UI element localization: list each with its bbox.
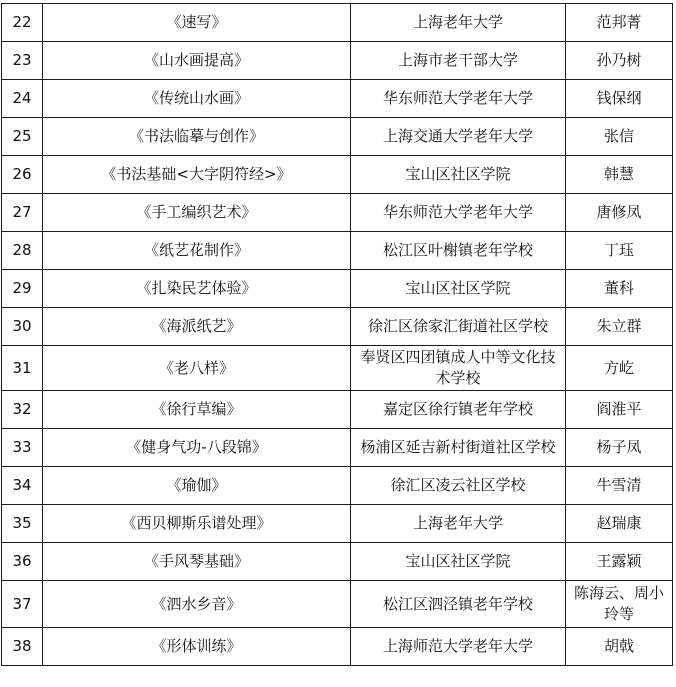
table-row [2,429,673,467]
course-name: 《徐行草编》 [43,391,351,429]
organization: 徐汇区徐家汇街道社区学校 [351,308,566,346]
row-number: 32 [2,391,43,429]
course-name: 《西贝柳斯乐谱处理》 [43,505,351,543]
organization: 杨浦区延吉新村街道社区学校 [351,429,566,467]
table-row [2,505,673,543]
organization: 上海老年大学 [351,4,566,42]
organization: 奉贤区四团镇成人中等文化技术学校 [351,346,566,391]
table-row [2,194,673,232]
course-name: 《手工编织艺术》 [43,194,351,232]
table-row [2,628,673,666]
course-name: 《手风琴基础》 [43,543,351,581]
row-number: 29 [2,270,43,308]
table-row [2,467,673,505]
row-number: 27 [2,194,43,232]
course-table [1,3,673,666]
organization: 松江区泗泾镇老年学校 [351,581,566,628]
table-row [2,391,673,429]
row-number: 23 [2,42,43,80]
course-name: 《形体训练》 [43,628,351,666]
course-name: 《健身气功-八段锦》 [43,429,351,467]
organization: 上海交通大学老年大学 [351,118,566,156]
teacher: 朱立群 [566,308,673,346]
organization: 宝山区社区学院 [351,156,566,194]
course-name: 《纸艺花制作》 [43,232,351,270]
row-number: 25 [2,118,43,156]
teacher: 杨子凤 [566,429,673,467]
row-number: 31 [2,346,43,391]
course-name: 《海派纸艺》 [43,308,351,346]
organization: 宝山区社区学院 [351,543,566,581]
teacher: 董科 [566,270,673,308]
teacher: 胡戟 [566,628,673,666]
organization: 松江区叶榭镇老年学校 [351,232,566,270]
organization: 宝山区社区学院 [351,270,566,308]
table-row [2,42,673,80]
organization: 上海市老干部大学 [351,42,566,80]
table-row [2,118,673,156]
teacher: 张信 [566,118,673,156]
table-row [2,156,673,194]
row-number: 38 [2,628,43,666]
course-name: 《扎染民艺体验》 [43,270,351,308]
table-row [2,581,673,628]
course-name: 《山水画提高》 [43,42,351,80]
row-number: 35 [2,505,43,543]
row-number: 30 [2,308,43,346]
table-row [2,270,673,308]
organization: 嘉定区徐行镇老年学校 [351,391,566,429]
row-number: 24 [2,80,43,118]
table-row [2,232,673,270]
teacher: 钱保纲 [566,80,673,118]
teacher: 方屹 [566,346,673,391]
row-number: 33 [2,429,43,467]
table-row [2,308,673,346]
organization: 华东师范大学老年大学 [351,80,566,118]
organization: 上海老年大学 [351,505,566,543]
teacher: 陈海云、周小玲等 [566,581,673,628]
teacher: 赵瑞康 [566,505,673,543]
course-name: 《传统山水画》 [43,80,351,118]
table-row [2,80,673,118]
course-name: 《书法基础<大字阴符经>》 [43,156,351,194]
teacher: 阎淮平 [566,391,673,429]
organization: 上海师范大学老年大学 [351,628,566,666]
organization: 徐汇区凌云社区学校 [351,467,566,505]
course-name: 《书法临摹与创作》 [43,118,351,156]
row-number: 36 [2,543,43,581]
teacher: 王露颖 [566,543,673,581]
teacher: 唐修凤 [566,194,673,232]
teacher: 丁珏 [566,232,673,270]
course-name: 《泗水乡音》 [43,581,351,628]
course-name: 《速写》 [43,4,351,42]
teacher: 韩慧 [566,156,673,194]
table-row [2,543,673,581]
teacher: 牛雪清 [566,467,673,505]
table-row [2,346,673,391]
table-row [2,4,673,42]
row-number: 37 [2,581,43,628]
row-number: 28 [2,232,43,270]
teacher: 孙乃树 [566,42,673,80]
row-number: 22 [2,4,43,42]
row-number: 34 [2,467,43,505]
row-number: 26 [2,156,43,194]
organization: 华东师范大学老年大学 [351,194,566,232]
course-name: 《瑜伽》 [43,467,351,505]
teacher: 范邦菁 [566,4,673,42]
course-name: 《老八样》 [43,346,351,391]
